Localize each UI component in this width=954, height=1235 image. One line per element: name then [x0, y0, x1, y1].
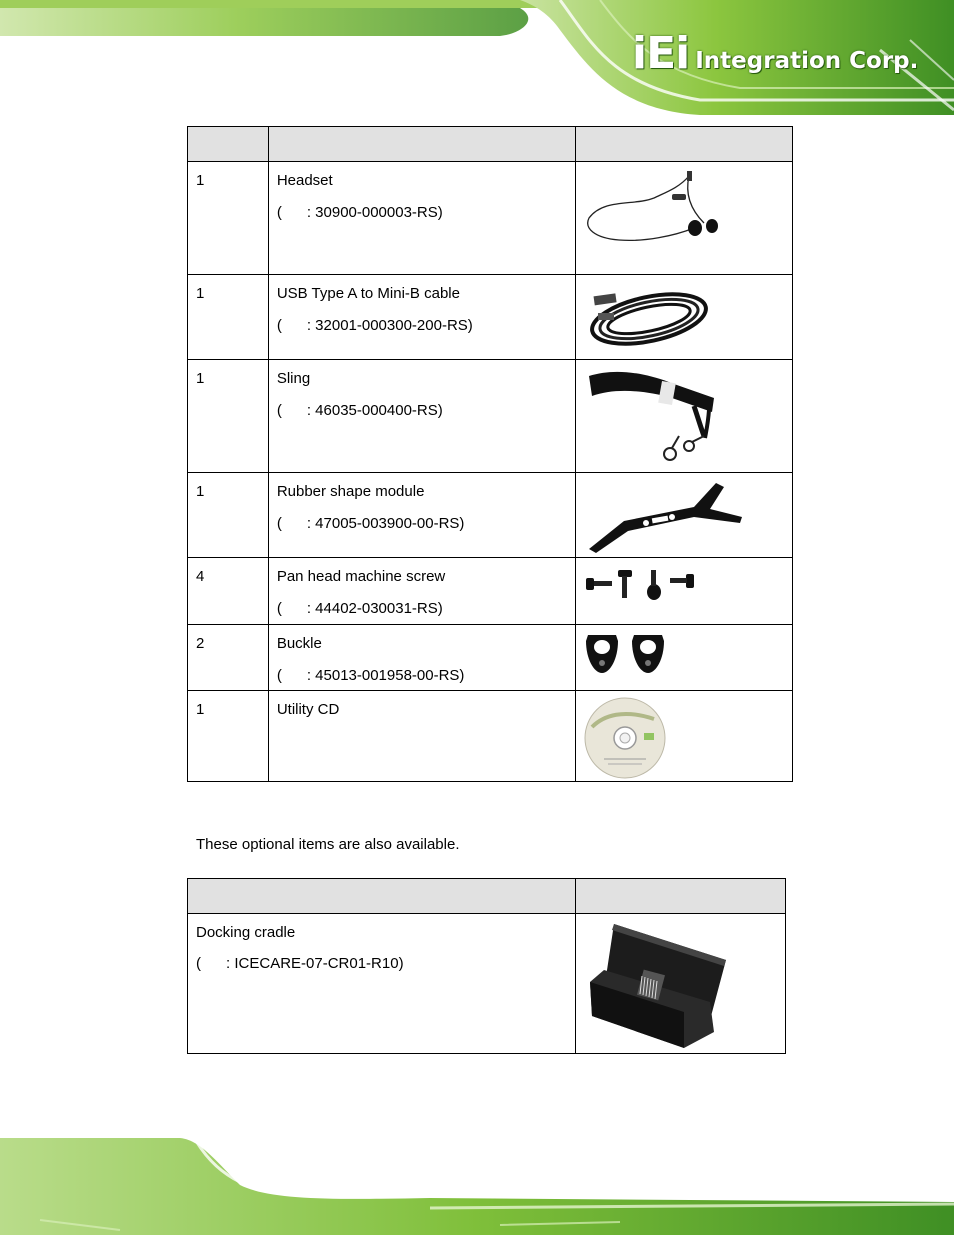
item-name: Sling	[276, 370, 311, 387]
item-part-number: ( : 47005-003900-00-RS)	[276, 515, 465, 532]
docking-cradle-icon	[584, 920, 734, 1050]
sling-icon	[584, 366, 724, 466]
table-row	[188, 473, 793, 558]
item-name: Docking cradle	[196, 924, 296, 941]
item-part-number: ( : 32001-000300-200-RS)	[276, 317, 473, 334]
cd-icon	[584, 697, 668, 781]
screws-icon	[584, 564, 704, 604]
row-item	[268, 275, 575, 360]
row-item	[268, 558, 575, 625]
row-image	[576, 360, 793, 473]
row-image	[576, 275, 793, 360]
table-header-row	[188, 879, 786, 914]
row-item	[268, 691, 575, 782]
buckle-icon	[584, 631, 674, 681]
item-name: Pan head machine screw	[276, 568, 446, 585]
table-row	[188, 275, 793, 360]
row-qty: 2	[188, 625, 269, 691]
item-part-number: ( : 45013-001958-00-RS)	[276, 667, 465, 684]
item-part-number: ( : 44402-030031-RS)	[276, 600, 443, 617]
headset-icon	[584, 168, 724, 258]
row-image	[576, 691, 793, 782]
row-item	[268, 360, 575, 473]
optional-items-table	[187, 878, 786, 1054]
row-image	[576, 625, 793, 691]
row-qty: 1	[188, 360, 269, 473]
item-name: Buckle	[276, 635, 322, 652]
item-part-number: ( : 46035-000400-RS)	[276, 402, 443, 419]
header-image	[576, 879, 786, 914]
footer-banner	[0, 1130, 954, 1235]
usb-cable-icon	[584, 281, 714, 351]
item-name: USB Type A to Mini-B cable	[276, 285, 460, 302]
item-name: Headset	[276, 172, 333, 189]
item-part-number: ( : 30900-000003-RS)	[276, 204, 443, 221]
logo-text: Integration Corp.	[695, 48, 919, 74]
row-qty: 1	[188, 275, 269, 360]
row-item	[268, 473, 575, 558]
header-item	[188, 879, 576, 914]
rubber-module-icon	[584, 479, 744, 554]
row-qty: 4	[188, 558, 269, 625]
optional-items-intro: These optional items are also available.	[196, 836, 460, 853]
row-qty: 1	[188, 162, 269, 275]
table-header-row	[188, 127, 793, 162]
row-item	[268, 162, 575, 275]
header-item	[268, 127, 575, 162]
header-image	[576, 127, 793, 162]
company-logo	[632, 26, 919, 79]
row-image	[576, 473, 793, 558]
row-image	[576, 914, 786, 1054]
table-row	[188, 914, 786, 1054]
table-row	[188, 625, 793, 691]
row-image	[576, 558, 793, 625]
table-row	[188, 691, 793, 782]
row-image	[576, 162, 793, 275]
item-part-number: ( : ICECARE-07-CR01-R10)	[196, 955, 404, 972]
logo-mark: iEi	[632, 28, 690, 79]
row-qty: 1	[188, 473, 269, 558]
item-name: Rubber shape module	[276, 483, 425, 500]
row-qty: 1	[188, 691, 269, 782]
header-qty	[188, 127, 269, 162]
item-name: Utility CD	[276, 701, 340, 718]
table-row	[188, 558, 793, 625]
table-row	[188, 360, 793, 473]
package-contents-table	[187, 126, 793, 782]
table-row	[188, 162, 793, 275]
row-item	[268, 625, 575, 691]
row-item	[188, 914, 576, 1054]
